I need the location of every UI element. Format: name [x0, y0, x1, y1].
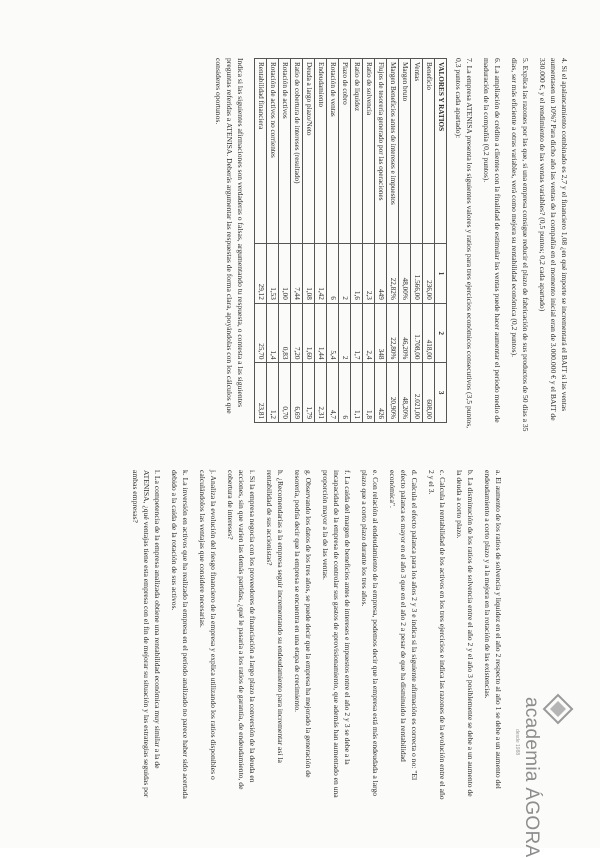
row-value-year-2: 46,20%: [399, 303, 411, 363]
academia-agora-logo: [514, 693, 578, 858]
question-6: 6. La ampliación de crédito a clientes con la finalidad de estimular las ventas puede hacer aumentar el periodo medio de maduración de la compañía (0,2 puntos).: [482, 58, 502, 423]
row-value-year-2: 418,00: [423, 303, 435, 363]
row-label: Deuda a largo plazo/Neto: [303, 59, 315, 244]
statement-item: d. Calcula el efecto palanca para los años 2 y 3 e indica si la siguiente afirmación es correcta o no: "El efecto palanca es mayor en el año 3 que en el año 2 a pesar de que ha disminuido la rentabilidad económica".: [388, 470, 419, 781]
row-value-year-3: 1,8: [363, 363, 375, 423]
right-column: [124, 470, 504, 800]
row-label: Beneficio: [423, 59, 435, 244]
row-label: Rotación de activos: [279, 59, 291, 244]
table-row: [255, 59, 267, 423]
row-value-year-1: 48,00%: [399, 244, 411, 304]
row-label: Ratio de liquidez: [351, 59, 363, 244]
instructions-text: Indica si las siguientes afirmaciones son verdaderas o falsas, argumentando tu respuesta, o contesta a las siguientes preguntas referidas a ATENISA. Deberás argumentar las respuestas de forma clara, apoyándolas con los cálculos que consideres oportunos.: [214, 58, 245, 414]
row-value-year-1: 2,3: [363, 244, 375, 304]
table-row: [411, 59, 423, 423]
row-value-year-1: 29,12: [255, 244, 267, 304]
table-row: [303, 59, 315, 423]
row-value-year-3: 6: [339, 363, 351, 423]
header-cell-label: VALORES Y RATIOS: [435, 59, 447, 244]
question-4: 4. Si el apalancamiento combinado es 2,7 y el financiero 1,08 ¿en qué importe se incrementará el BAIT si las ventas aumentasen un 10%? Para dicho año las ventas de la compañía en el momento inicial eran de 3.000.000 € y el BAIT de 330.000 €, y el rendimiento de las ventas variables? (0,5 puntos; 0,2 cada apartado): [538, 58, 569, 421]
table-row: [387, 59, 399, 423]
row-value-year-3: 0,70: [279, 363, 291, 423]
row-value-year-2: 5,4: [327, 303, 339, 363]
table-row: [423, 59, 435, 423]
statement-item: a. El aumento de los ratios de solvencia y liquidez en el año 2 respecto al año 1 se debe a un aumento del endeudamiento a corto plazo y a la mejora en la rotación de las existencias.: [483, 470, 503, 789]
row-value-year-1: 6: [327, 244, 339, 304]
row-label: Plazo de cobro: [339, 59, 351, 244]
header-cell-year-2: 2: [435, 303, 447, 363]
row-value-year-2: 1,60: [303, 303, 315, 363]
logo-text: academia ÁGORA: [521, 697, 542, 858]
agora-mark-icon: [542, 693, 574, 725]
row-value-year-2: 1.708,00: [411, 303, 423, 363]
row-value-year-1: 1.566,00: [411, 244, 423, 304]
statement-item: i. Si la empresa negocia con los proveedores de financiación a largo plazo la conversión de la deuda en acciones, sin que varíen las demás partidas, ¿qué le pasaría a los ratios de garantía, de endeudamiento, de cobertura de intereses?: [226, 470, 257, 790]
question-7: 7. La empresa ATENISA presenta los siguientes valores y ratios para tres ejercicios económicos consecutivos (3,5 puntos, 0,3 puntos cada apartado):: [454, 58, 474, 429]
table-row: [327, 59, 339, 423]
header-cell-year-3: 3: [435, 363, 447, 423]
row-value-year-3: 608,00: [423, 363, 435, 423]
statement-item: e. Con relación al endeudamiento de la empresa, podemos decir que la empresa está más endeudada a largo plazo que a corto plazo durante los tres años.: [360, 470, 380, 797]
table-row: [315, 59, 327, 423]
row-value-year-1: 1,42: [315, 244, 327, 304]
row-value-year-2: 2: [339, 303, 351, 363]
table-row: [279, 59, 291, 423]
row-value-year-3: 1,1: [351, 363, 363, 423]
row-label: Ventas: [411, 59, 423, 244]
table-row: [363, 59, 375, 423]
row-value-year-1: 236,00: [423, 244, 435, 304]
statement-item: f. La caída del margen de beneficios antes de intereses e impuestos entre el año 2 y 3 se debe a la incapacidad de la empresa de controlar sus gastos de aprovisionamiento, que además han aumentado en una proporción mayor a la de las ventas.: [321, 470, 352, 798]
table-row: [375, 59, 387, 423]
row-value-year-3: 2.021,00: [411, 363, 423, 423]
row-value-year-2: 1,4: [267, 303, 279, 363]
table-row: [339, 59, 351, 423]
row-value-year-2: 348: [375, 303, 387, 363]
row-value-year-3: 1,2: [267, 363, 279, 423]
row-value-year-3: 48,20%: [399, 363, 411, 423]
row-value-year-2: 7,20: [291, 303, 303, 363]
row-value-year-2: 1,7: [351, 303, 363, 363]
row-label: Flujos de tesorería generado por las operaciones: [375, 59, 387, 244]
row-label: Margen Beneficios antes de intereses e impuestos: [387, 59, 399, 244]
row-value-year-1: 22,82%: [387, 244, 399, 304]
row-value-year-3: 4,7: [327, 363, 339, 423]
row-value-year-3: 1,79: [303, 363, 315, 423]
row-value-year-3: 23,81: [255, 363, 267, 423]
row-value-year-3: 20,90%: [387, 363, 399, 423]
row-value-year-1: 7,44: [291, 244, 303, 304]
row-label: Margen bruto: [399, 59, 411, 244]
statement-item: b. La disminución de los ratios de solvencia entre el año 2 y el año 3 posiblemente se debe a un aumento de la deuda a corto plazo.: [455, 470, 475, 797]
statement-item: l. La competencia de la empresa analizada obtiene una rentabilidad económica muy similar a la de ATENISA, ¿qué ventajas tiene esta empresa con el fin de mejorar su situación y las estrategias seguidas por ambas empresas?: [131, 470, 162, 798]
left-column: [207, 58, 570, 438]
row-value-year-1: 2: [339, 244, 351, 304]
statement-item: k. La inversión en activos que ha realizado la empresa en el período analizado no parece haber sido acertada debido a la caída de la rotación de sus activos.: [170, 470, 190, 799]
question-5: 5. Explica las razones por las que, si una empresa consigue reducir el plazo de fabricación de sus productos de 50 días a 35 días, ser más eficiente a otras variables, verá como mejora su rentabilidad económica (0,2 puntos).: [510, 58, 530, 432]
row-value-year-3: 6,69: [291, 363, 303, 423]
row-value-year-1: 1,00: [279, 244, 291, 304]
table-row: [399, 59, 411, 423]
table-row: [291, 59, 303, 423]
row-value-year-2: 22,80%: [387, 303, 399, 363]
row-value-year-1: 1,08: [303, 244, 315, 304]
row-value-year-2: 1,44: [315, 303, 327, 363]
statement-item: g. Observando los datos de los tres años, se puede decir que la empresa ha mejorado la generación de tesorería, podría decir que la empresa se encuentra en una etapa de crecimiento.: [293, 470, 313, 778]
row-value-year-3: 426: [375, 363, 387, 423]
row-value-year-1: 1,53: [267, 244, 279, 304]
row-value-year-2: 2,4: [363, 303, 375, 363]
table-row: [267, 59, 279, 423]
row-label: Ratio de solvencia: [363, 59, 375, 244]
header-cell-year-1: 1: [435, 244, 447, 304]
row-value-year-1: 1,6: [351, 244, 363, 304]
row-value-year-2: 25,70: [255, 303, 267, 363]
logo-subtitle: desde 1988: [514, 729, 520, 756]
row-label: Rotación de activos no corrientes: [267, 59, 279, 244]
ratios-table: [254, 58, 447, 423]
statement-item: h. ¿Recomendarías a la empresa seguir incrementando su endeudamiento para incrementar así la rentabilidad de sus accionistas?: [265, 470, 285, 763]
row-label: Ratio de cobertura de intereses (resultado): [291, 59, 303, 244]
ratios-table-body: [255, 59, 447, 423]
row-label: Endeudamiento: [315, 59, 327, 244]
table-row: [351, 59, 363, 423]
row-value-year-3: 2,31: [315, 363, 327, 423]
statement-item: c. Calcula la rentabilidad de los activos en los tres ejercicios e indica las razones de la evolución entre el año 2 y el 3.: [427, 470, 447, 800]
row-label: Rotación de ventas: [327, 59, 339, 244]
table-header-row: [435, 59, 447, 423]
row-value-year-2: 0,83: [279, 303, 291, 363]
row-label: Rentabilidad financiera: [255, 59, 267, 244]
statement-item: j. Analiza la evolución del riesgo financiero de la empresa y explica utilizando los ratios disponibles o calculándolos las ventajas que considere necesarias.: [198, 470, 218, 780]
row-value-year-1: 449: [375, 244, 387, 304]
